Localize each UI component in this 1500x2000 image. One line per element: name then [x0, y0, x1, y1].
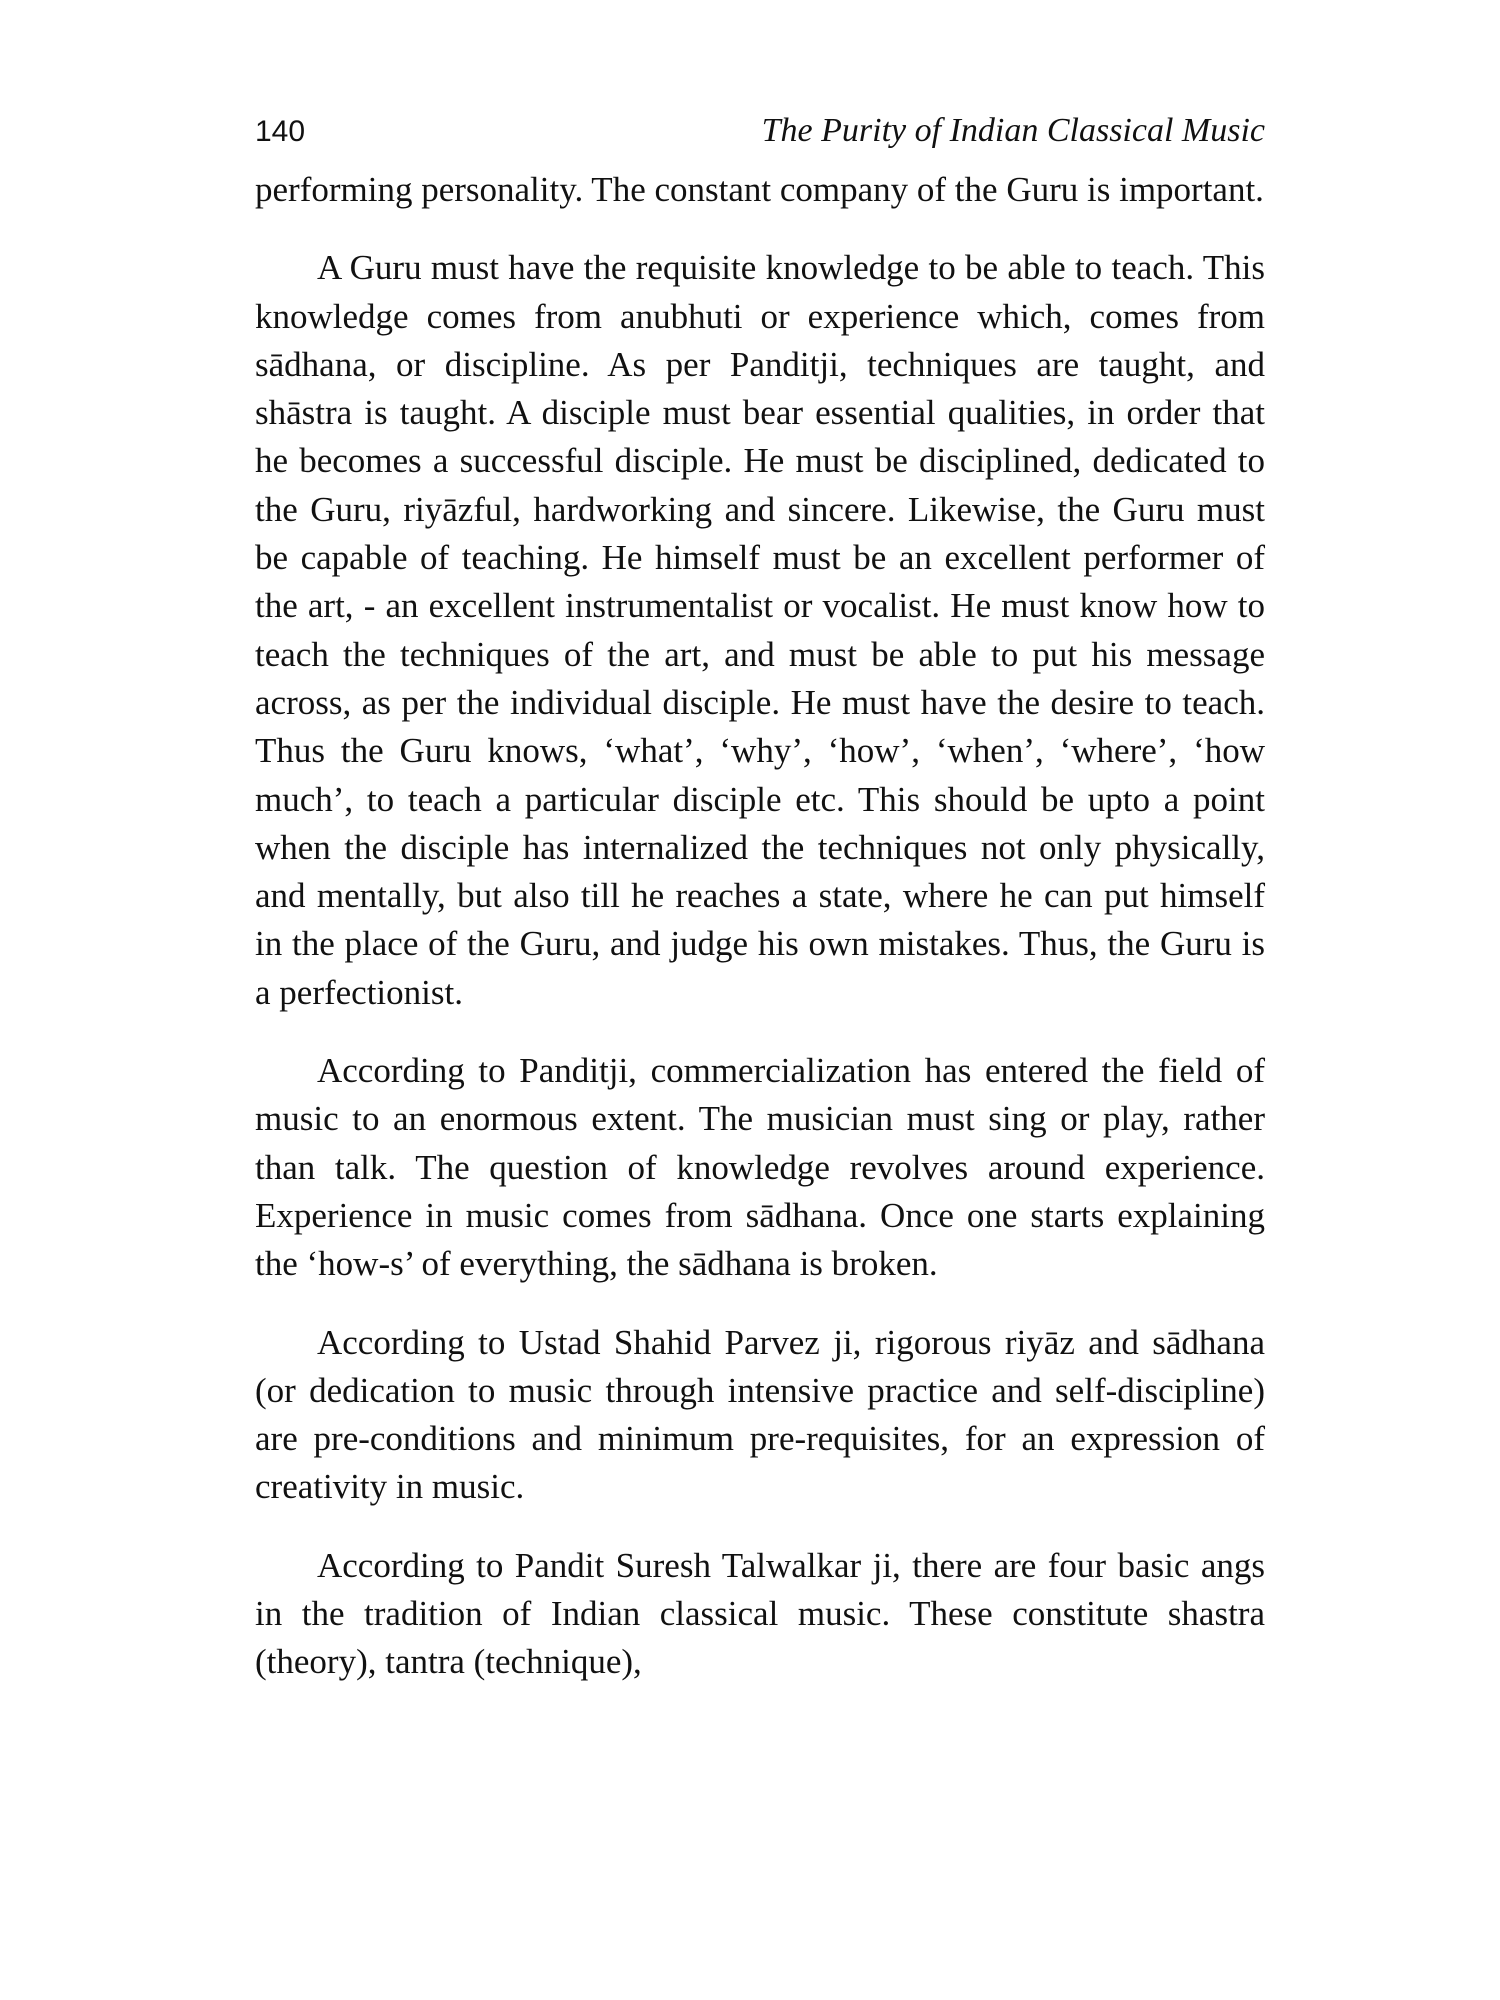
paragraph-continuation: performing personality. The constant company of the Guru is important. [255, 170, 1264, 209]
running-head [255, 112, 1265, 162]
page-number: 140 [255, 115, 306, 148]
book-title: The Purity of Indian Classical Music [761, 112, 1265, 149]
paragraph-suresh-talwalkar: According to Pandit Suresh Talwalkar ji, there are four basic angs in the tradition of Indian classical music. These constitute shastra (theory), tantra (technique), [255, 1545, 1265, 1682]
paragraph-shahid-parvez: According to Ustad Shahid Parvez ji, rigorous riyāz and sādhana (or dedication to music through intensive practice and self-discipline) are pre-conditions and minimum pre-requisites, for an expression of creativity in music. [255, 1322, 1265, 1507]
paragraph-commercialization: According to Panditji, commercialization has entered the field of music to an enormous extent. The musician must sing or play, rather than talk. The question of knowledge revolves around experience. Experience in music comes from sādhana. Once one starts explaining the ‘how-s’ of everything, the sādhana is broken. [255, 1051, 1265, 1284]
body-text [255, 166, 1265, 1687]
book-page [255, 112, 1265, 1717]
paragraph-guru-knowledge: A Guru must have the requisite knowledge to be able to teach. This knowledge comes from anubhuti or experience which, comes from sādhana, or discipline. As per Panditji, techniques are taught, and shāstra is taught. A disciple must bear essential qualities, in order that he becomes a successful disciple. He must be disciplined, dedicated to the Guru, riyāzful, hardworking and sincere. Likewise, the Guru must be capable of teaching. He himself must be an excellent performer of the art, - an excellent instrumentalist or vocalist. He must know how to teach the techniques of the art, and must be able to put his message across, as per the individual disciple. He must have the desire to teach. Thus the Guru knows, ‘what’, ‘why’, ‘how’, ‘when’, ‘where’, ‘how much’, to teach a particular disciple etc. This should be upto a point when the disciple has internalized the techniques not only physically, and mentally, but also till he reaches a state, where he can put himself in the place of the Guru, and judge his own mistakes. Thus, the Guru is a perfectionist. [255, 248, 1265, 1012]
